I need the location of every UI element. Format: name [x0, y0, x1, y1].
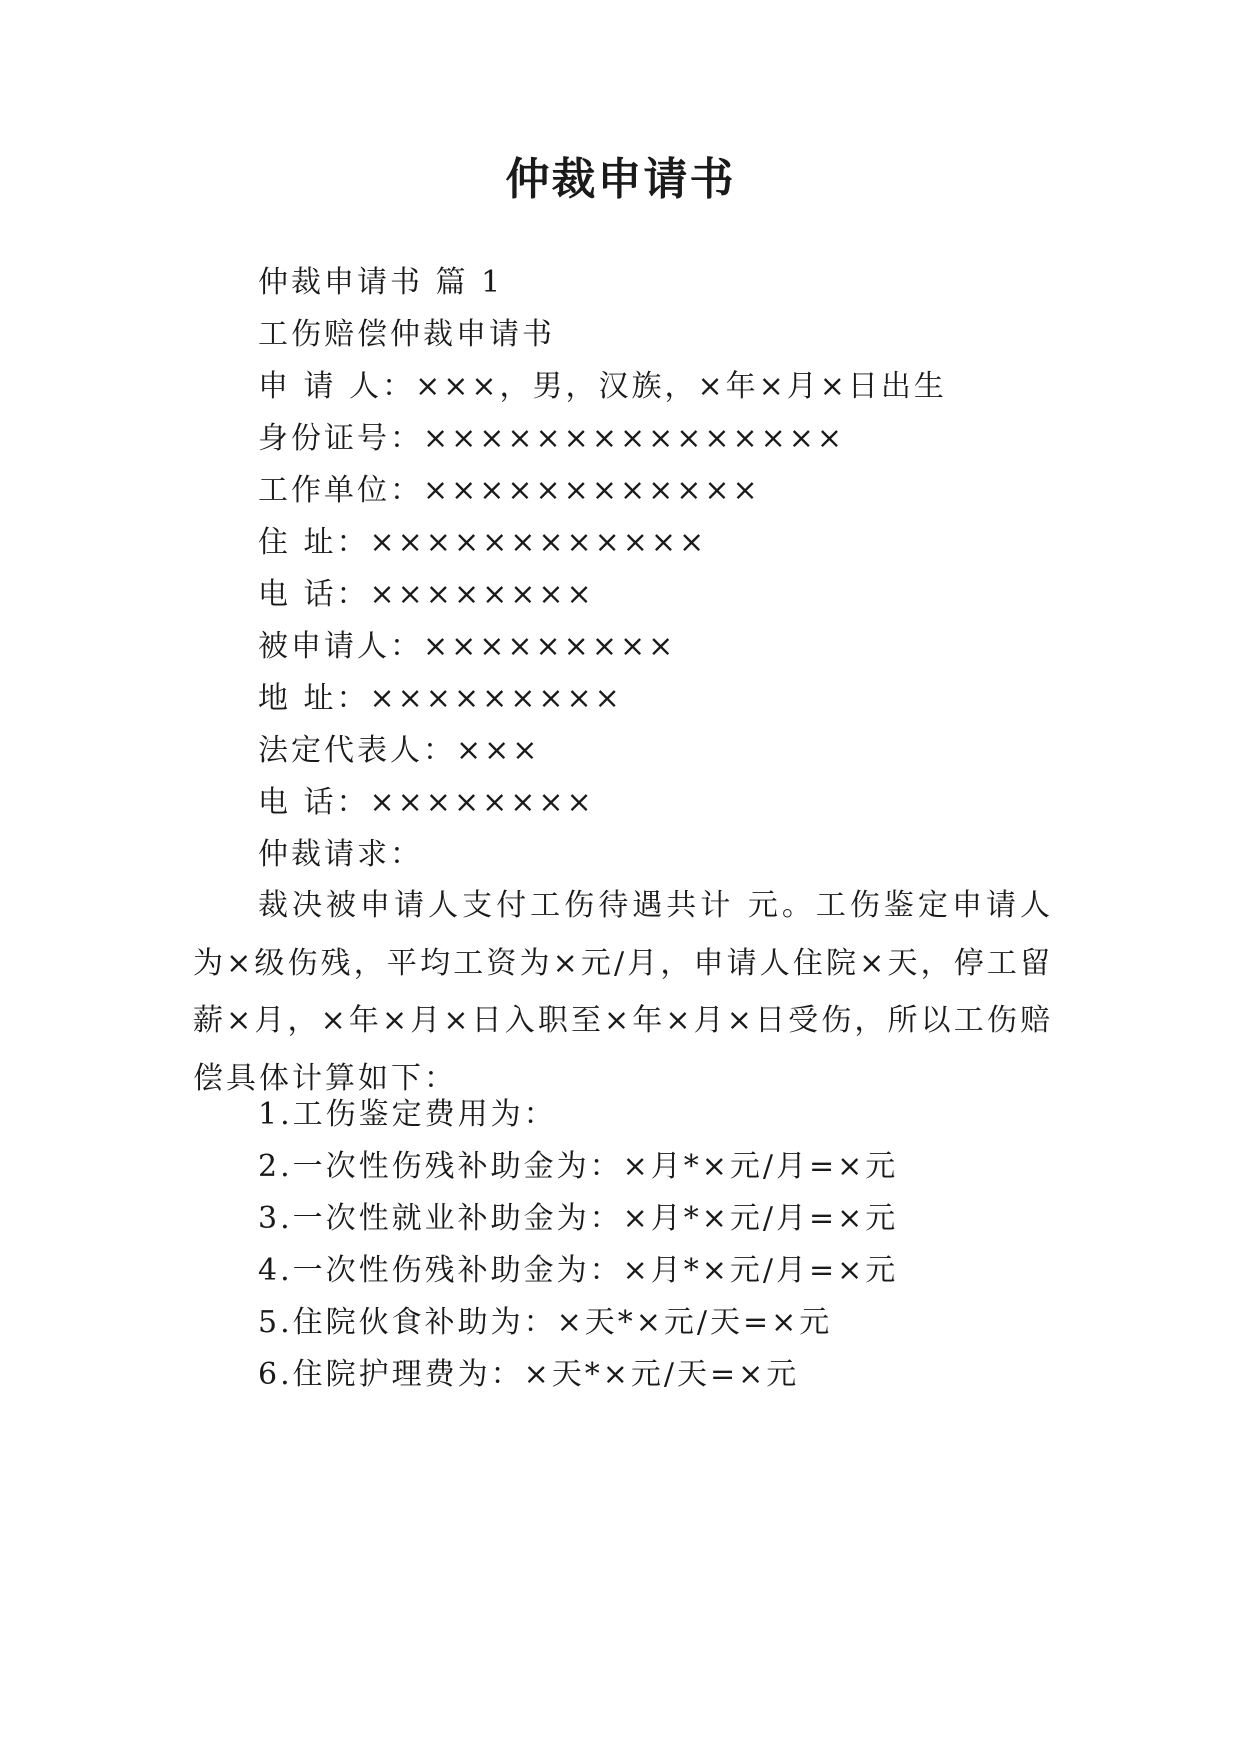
applicant-line: 申 请 人：×××，男，汉族，×年×月×日出生	[258, 369, 947, 404]
section-heading: 仲裁申请书 篇 1	[258, 265, 504, 300]
page-title: 仲裁申请书	[505, 154, 736, 205]
applicant-address: 住 址：××××××××××××	[258, 525, 708, 560]
document-subtitle: 工伤赔偿仲裁申请书	[258, 317, 555, 352]
claim-item: 4.一次性伤残补助金为：×月*×元/月=×元	[258, 1253, 899, 1288]
claim-item: 2.一次性伤残补助金为：×月*×元/月=×元	[258, 1149, 899, 1184]
respondent-address: 地 址：×××××××××	[258, 681, 623, 716]
applicant-employer: 工作单位：××××××××××××	[258, 473, 761, 508]
respondent-line: 被申请人：×××××××××	[258, 629, 677, 664]
applicant-phone: 电 话：××××××××	[258, 577, 595, 612]
applicant-id-number: 身份证号：×××××××××××××××	[258, 421, 846, 456]
claims-paragraph: 裁决被申请人支付工伤待遇共计 元。工伤鉴定申请人为×级伤残，平均工资为×元/月，申请人住院×天，停工留薪×月，×年×月×日入职至×年×月×日受伤，所以工伤赔偿具体计算如下：	[193, 888, 1053, 1096]
claim-item: 1.工伤鉴定费用为：	[258, 1097, 557, 1132]
claims-heading: 仲裁请求：	[258, 837, 423, 872]
respondent-phone: 电 话：××××××××	[258, 785, 595, 820]
respondent-legal-rep: 法定代表人：×××	[258, 733, 541, 768]
claim-item: 6.住院护理费为：×天*×元/天=×元	[258, 1357, 800, 1392]
claim-item: 3.一次性就业补助金为：×月*×元/月=×元	[258, 1201, 899, 1236]
claim-item: 5.住院伙食补助为：×天*×元/天=×元	[258, 1305, 833, 1340]
